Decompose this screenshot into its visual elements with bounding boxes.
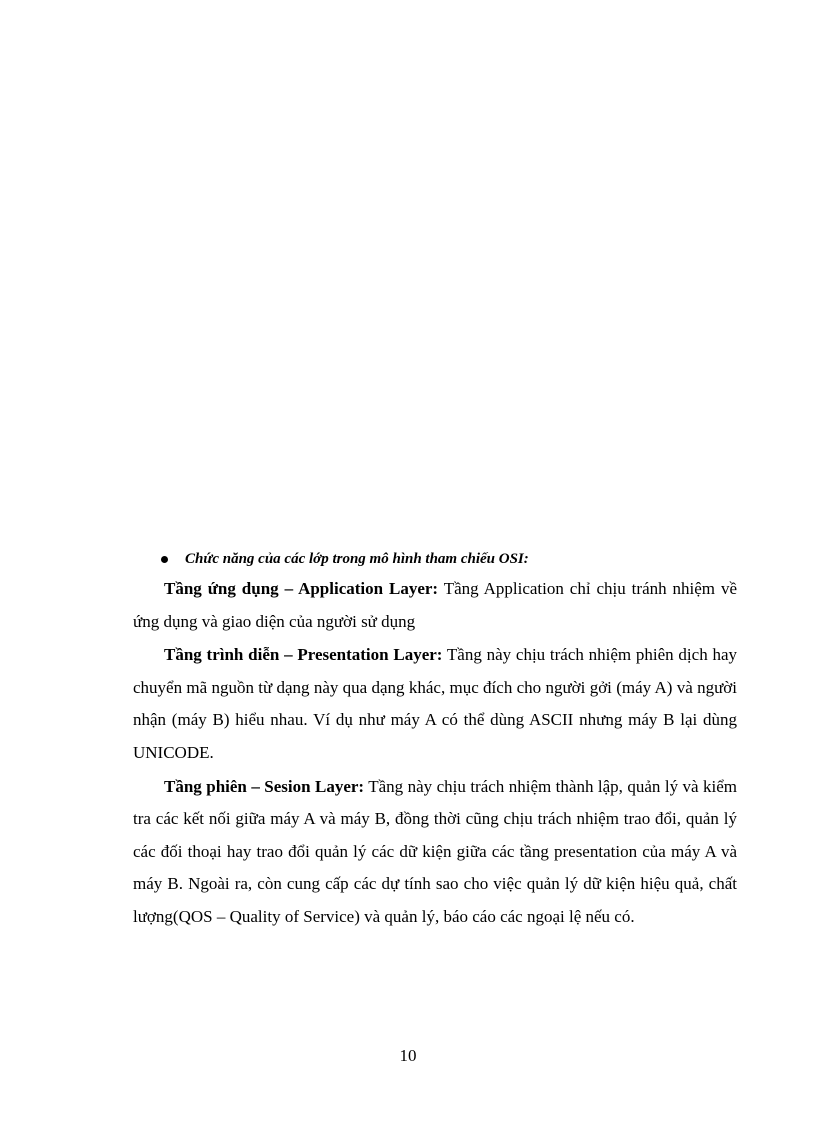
term-application-layer: Tầng ứng dụng – Application Layer: [164,579,439,598]
paragraph-presentation-layer [133,639,737,769]
term-session-layer: Tầng phiên – Sesion Layer: [164,776,365,796]
text-session-layer: Tầng này chịu trách nhiệm thành lập, quản lý và kiểm tra các kết nối giữa máy A và máy B, đồng thời cũng chịu trách nhiệm trao đổi, quản lý các đối thoại hay trao đổi quản lý các dữ kiện giữa các tầng presentation của máy A và máy B. Ngoài ra, còn cung cấp các dự tính sao cho việc quản lý dữ kiện hiệu quả, chất lượng(QOS – Quality of Service) và quản lý, báo cáo các ngoại lệ nếu có. [133,776,737,926]
term-presentation-layer: Tầng trình diễn – Presentation Layer: [164,645,443,665]
bullet-heading [161,545,737,573]
bullet-icon [161,556,168,563]
document-body [133,545,737,934]
text-presentation-layer: Tầng này chịu trách nhiệm phiên dịch hay chuyển mã nguồn từ dạng này qua dạng khác, mục đích cho người gởi (máy A) và người nhận (máy B) hiểu nhau. Ví dụ như máy A có thể dùng ASCII nhưng máy B lại dùng UNICODE. [133,645,737,762]
page-number: 10 [399,1046,417,1065]
paragraph-application-layer [133,573,737,638]
text-application-layer: Tầng Application chỉ chịu tránh nhiệm về ứng dụng và giao diện của người sử dụng [133,579,737,631]
bullet-heading-text: Chức năng của các lớp trong mô hình tham chiếu OSI: [185,550,529,567]
paragraph-session-layer [133,771,737,934]
